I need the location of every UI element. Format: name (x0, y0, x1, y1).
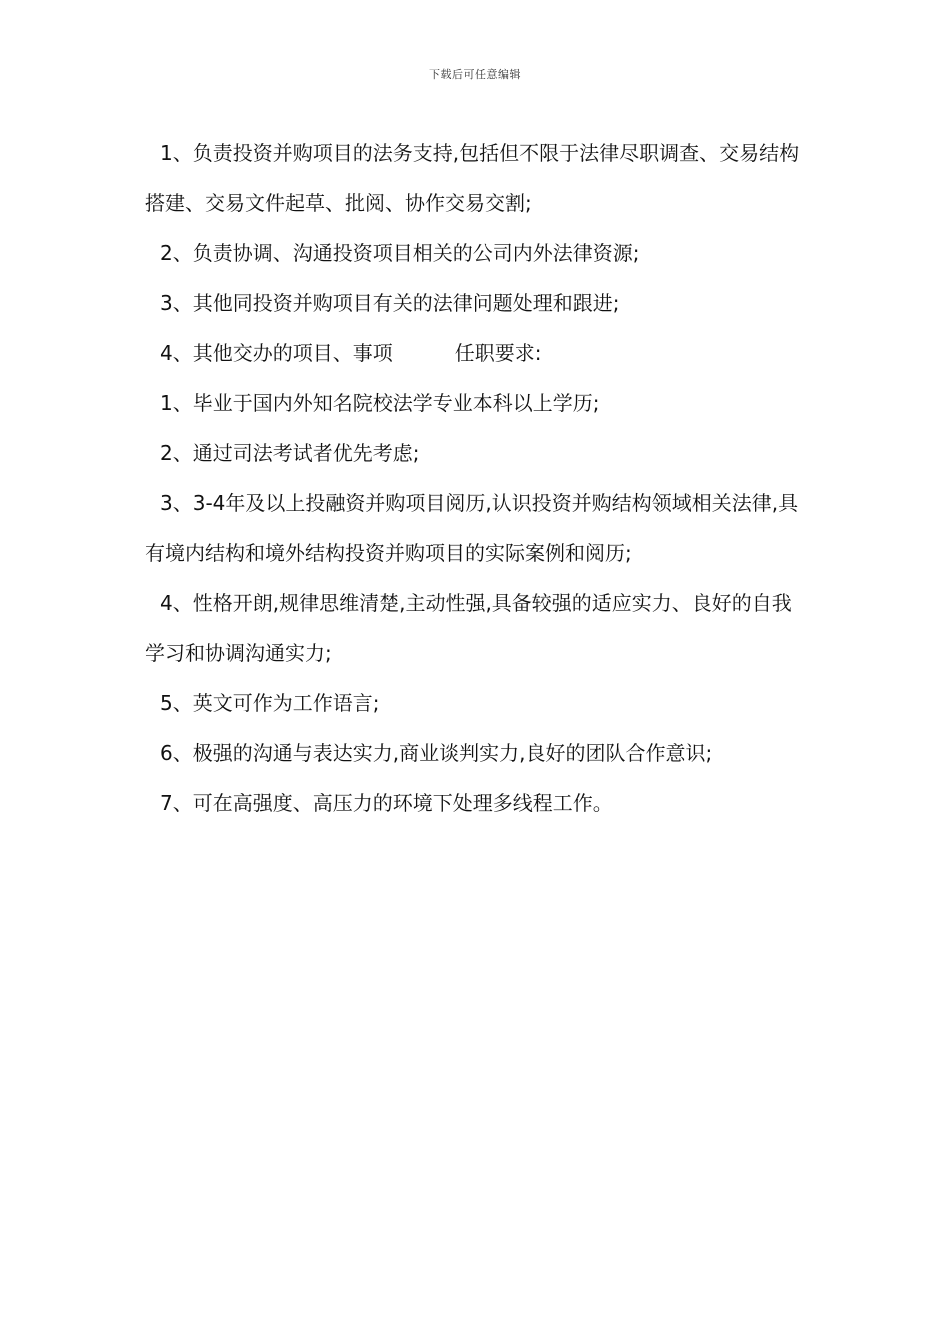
paragraph-duty-4-text: 4、其他交办的项目、事项 (160, 341, 393, 365)
paragraph-duty-2: 2、负责协调、沟通投资项目相关的公司内外法律资源; (160, 241, 640, 265)
document-body (145, 128, 810, 828)
paragraph-duty-3: 3、其他同投资并购项目有关的法律问题处理和跟进; (160, 291, 620, 315)
paragraph-duty-4 (145, 328, 810, 378)
paragraph-req-2: 2、通过司法考试者优先考虑; (160, 441, 420, 465)
paragraph-req-6: 6、极强的沟通与表达实力,商业谈判实力,良好的团队合作意识; (160, 741, 713, 765)
requirements-heading: 任职要求: (454, 341, 542, 365)
paragraph-req-5: 5、英文可作为工作语言; (160, 691, 380, 715)
paragraph-req-3: 3、3-4年及以上投融资并购项目阅历,认识投资并购结构领域相关法律,具有境内结构和境外结构投资并购项目的实际案例和阅历; (145, 491, 799, 565)
paragraph-req-1: 1、毕业于国内外知名院校法学专业本科以上学历; (160, 391, 600, 415)
page-header: 下载后可任意编辑 (429, 68, 521, 81)
paragraph-duty-1: 1、负责投资并购项目的法务支持,包括但不限于法律尽职调查、交易结构搭建、交易文件起草、批阅、协作交易交割; (145, 141, 800, 215)
paragraph-req-7: 7、可在高强度、高压力的环境下处理多线程工作。 (160, 791, 613, 815)
paragraph-req-4: 4、性格开朗,规律思维清楚,主动性强,具备较强的适应实力、良好的自我学习和协调沟通实力; (145, 591, 792, 665)
